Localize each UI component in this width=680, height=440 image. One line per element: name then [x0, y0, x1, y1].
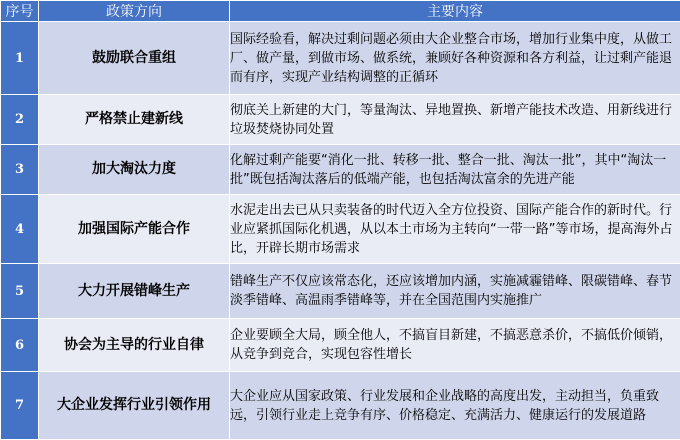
row-number: 7 [1, 372, 39, 440]
row-number: 2 [1, 95, 39, 145]
row-number: 3 [1, 145, 39, 195]
row-direction: 鼓励联合重组 [39, 22, 230, 95]
header-number: 序号 [1, 1, 39, 22]
header-row [1, 1, 680, 22]
row-content: 企业要顾全大局，顾全他人，不搞盲目新建，不搞恶意杀价，不搞低价倾销，从竞争到竞合，实现包容性增长 [230, 319, 680, 372]
row-content: 化解过剩产能要“消化一批、转移一批、整合一批、淘汰一批”，其中“淘汰一批”既包括淘汰落后的低端产能，也包括淘汰富余的先进产能 [230, 145, 680, 195]
table-row [1, 319, 680, 372]
row-content: 国际经验看，解决过剩问题必须由大企业整合市场，增加行业集中度，从做工厂、做产量，到做市场、做系统，兼顾好各种资源和各方利益，让过剩产能退而有序，实现产业结构调整的正循环 [230, 22, 680, 95]
row-number: 4 [1, 195, 39, 264]
table-row [1, 264, 680, 319]
row-direction: 严格禁止建新线 [39, 95, 230, 145]
table-row [1, 95, 680, 145]
row-content: 水泥走出去已从只卖装备的时代迈入全方位投资、国际产能合作的新时代。行业应紧抓国际化机遇，从以本土市场为主转向“一带一路”等市场，提高海外占比，开辟长期市场需求 [230, 195, 680, 264]
table-row [1, 195, 680, 264]
row-number: 5 [1, 264, 39, 319]
row-direction: 协会为主导的行业自律 [39, 319, 230, 372]
row-direction: 加大淘汰力度 [39, 145, 230, 195]
header-direction: 政策方向 [39, 1, 230, 22]
table-row [1, 145, 680, 195]
table-row [1, 22, 680, 95]
table-row [1, 372, 680, 440]
row-number: 6 [1, 319, 39, 372]
row-direction: 加强国际产能合作 [39, 195, 230, 264]
row-content: 彻底关上新建的大门，等量淘汰、异地置换、新增产能技术改造、用新线进行垃圾焚烧协同处置 [230, 95, 680, 145]
row-direction: 大力开展错峰生产 [39, 264, 230, 319]
row-content: 大企业应从国家政策、行业发展和企业战略的高度出发，主动担当，负重致远，引领行业走上竞争有序、价格稳定、充满活力、健康运行的发展道路 [230, 372, 680, 440]
row-direction: 大企业发挥行业引领作用 [39, 372, 230, 440]
row-content: 错峰生产不仅应该常态化，还应该增加内涵，实施减霾错峰、限碳错峰、春节淡季错峰、高温雨季错峰等，并在全国范围内实施推广 [230, 264, 680, 319]
row-number: 1 [1, 22, 39, 95]
header-content: 主要内容 [230, 1, 680, 22]
